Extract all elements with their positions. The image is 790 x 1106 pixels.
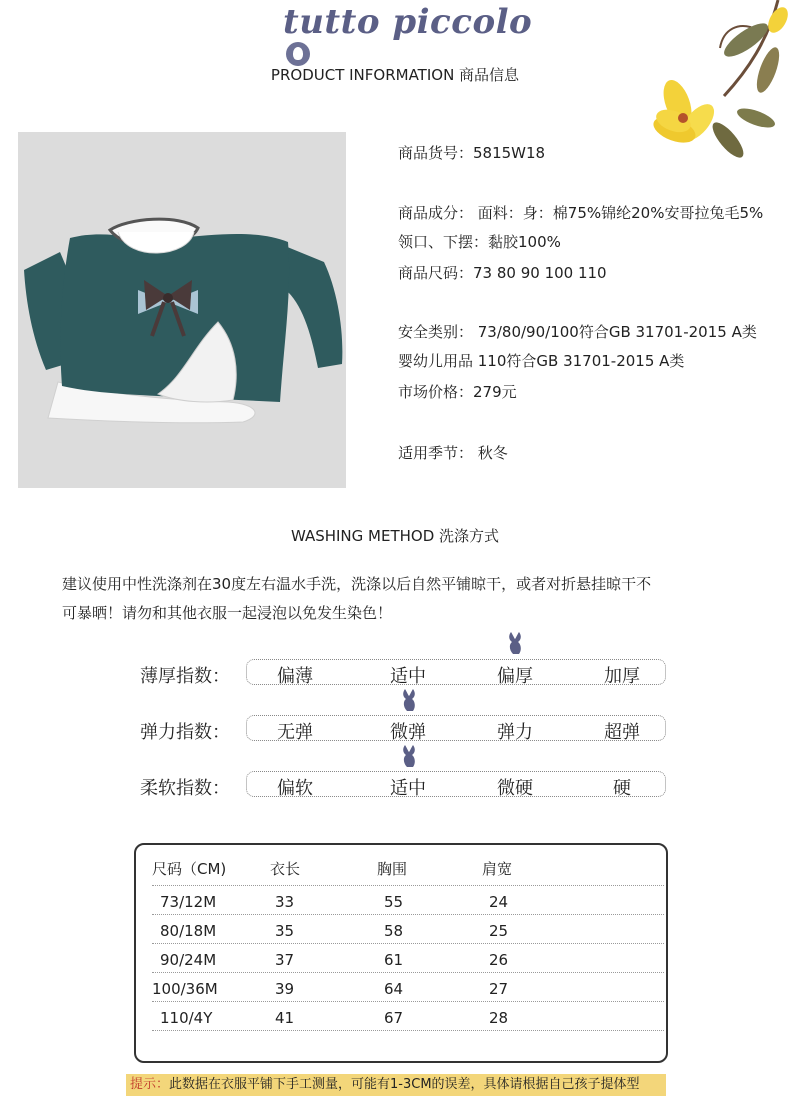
rabbit-badge-icon: [286, 42, 310, 66]
table-divider: [152, 1001, 664, 1002]
table-cell: 35: [275, 922, 295, 940]
flower-decoration-icon: [628, 0, 790, 170]
table-header: 衣长: [270, 860, 301, 878]
table-cell: 61: [384, 951, 404, 969]
table-cell: 90/24M: [160, 951, 217, 969]
composition-collar: 领口、下摆：黏胶100%: [398, 233, 561, 251]
washing-line-1: 建议使用中性洗涤剂在30度左右温水手洗，洗涤以后自然平铺晾干，或者对折悬挂晾干不: [62, 575, 652, 593]
note-text: 此数据在衣服平铺下手工测量，可能有1-3CM的误差，具体请根据自己孩子提体型: [169, 1077, 640, 1092]
elasticity-option: 无弹: [277, 722, 313, 743]
thickness-option: 偏薄: [277, 666, 313, 687]
thickness-option: 加厚: [604, 666, 640, 687]
rabbit-marker-icon: [505, 630, 525, 656]
thickness-index-label: 薄厚指数：: [140, 666, 230, 687]
safety-category: 安全类别： 73/80/90/100符合GB 31701-2015 A类: [398, 323, 757, 341]
rabbit-marker-icon: [399, 743, 419, 769]
softness-option-selected: 适中: [390, 778, 426, 799]
table-divider: [152, 972, 664, 973]
table-cell: 26: [489, 951, 509, 969]
table-cell: 55: [384, 893, 404, 911]
measurement-note: [126, 1074, 666, 1096]
table-header: 尺码（CM): [152, 860, 227, 878]
brand-logo: [283, 2, 533, 54]
table-header: 肩宽: [482, 860, 513, 878]
market-price: 市场价格：279元: [398, 383, 517, 401]
table-cell: 64: [384, 980, 404, 998]
softness-option: 微硬: [497, 778, 533, 799]
table-cell: 41: [275, 1009, 295, 1027]
thickness-option-selected: 偏厚: [497, 666, 533, 687]
table-divider: [152, 1030, 664, 1031]
season: 适用季节： 秋冬: [398, 444, 508, 462]
table-cell: 25: [489, 922, 509, 940]
table-cell: 80/18M: [160, 922, 217, 940]
composition-body: 商品成分： 面料：身：棉75%锦纶20%安哥拉兔毛5%: [398, 204, 764, 222]
size-list: 商品尺码：73 80 90 100 110: [398, 264, 607, 282]
elasticity-option: 超弹: [604, 722, 640, 743]
washing-title: WASHING METHOD 洗涤方式: [290, 527, 500, 545]
elasticity-index-label: 弹力指数：: [140, 722, 230, 743]
table-cell: 37: [275, 951, 295, 969]
washing-line-2: 可暴晒！请勿和其他衣服一起浸泡以免发生染色！: [62, 604, 393, 622]
sweater-image: [18, 132, 346, 488]
table-cell: 24: [489, 893, 509, 911]
table-cell: 100/36M: [152, 980, 218, 998]
item-number: 商品货号：5815W18: [398, 144, 546, 162]
table-divider: [152, 943, 664, 944]
note-label: 提示：: [130, 1077, 170, 1092]
softness-option: 偏软: [277, 778, 313, 799]
table-divider: [152, 914, 664, 915]
table-cell: 67: [384, 1009, 404, 1027]
safety-category-infant: 婴幼儿用品 110符合GB 31701-2015 A类: [398, 352, 685, 370]
product-photo: [18, 132, 346, 488]
brand-name: tutto piccolo: [283, 2, 533, 42]
washing-instructions: [62, 570, 762, 628]
thickness-option: 适中: [390, 666, 426, 687]
elasticity-option-selected: 微弹: [390, 722, 426, 743]
table-header: 胸围: [377, 860, 408, 878]
table-cell: 58: [384, 922, 404, 940]
table-cell: 39: [275, 980, 295, 998]
table-cell: 27: [489, 980, 509, 998]
table-cell: 73/12M: [160, 893, 217, 911]
table-cell: 28: [489, 1009, 509, 1027]
table-cell: 110/4Y: [160, 1009, 213, 1027]
page-title: PRODUCT INFORMATION 商品信息: [270, 66, 520, 84]
rabbit-marker-icon: [399, 687, 419, 713]
softness-index-label: 柔软指数：: [140, 778, 230, 799]
elasticity-option: 弹力: [497, 722, 533, 743]
softness-option: 硬: [613, 778, 631, 799]
table-cell: 33: [275, 893, 295, 911]
table-divider: [152, 885, 664, 886]
